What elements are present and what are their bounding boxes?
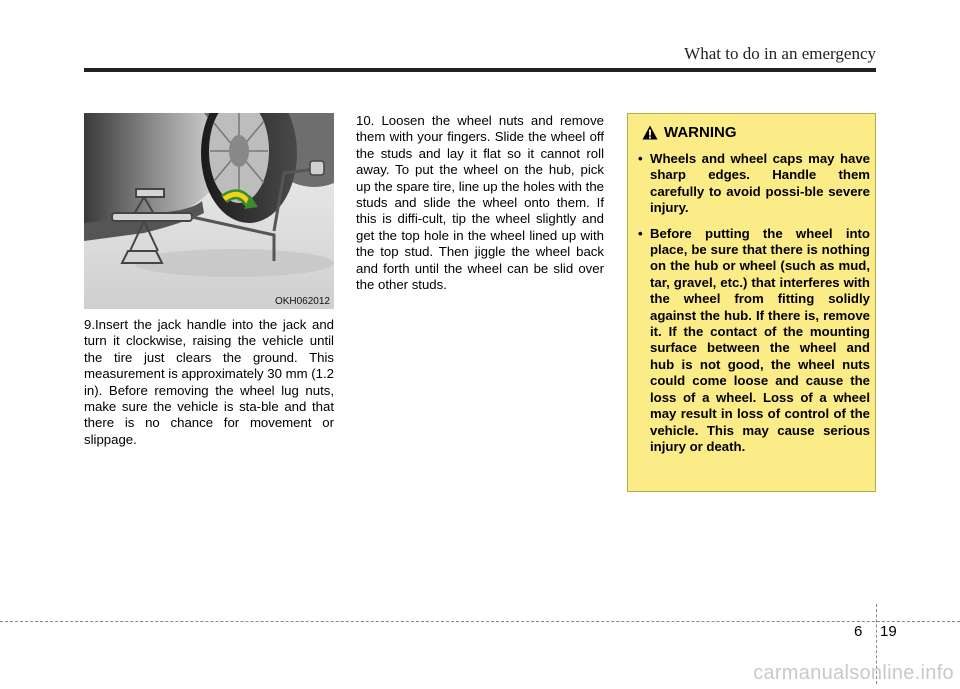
warning-item-text: Wheels and wheel caps may have sharp edges. Handle them carefully to avoid possi-ble severe injury. bbox=[650, 151, 870, 216]
header-rule bbox=[84, 68, 876, 72]
jack-illustration bbox=[84, 113, 334, 309]
figure-code: OKH062012 bbox=[274, 296, 330, 307]
warning-triangle-icon bbox=[642, 125, 658, 140]
watermark: carmanualsonline.info bbox=[753, 662, 954, 684]
step-10-text: 10. Loosen the wheel nuts and remove them with your fingers. Slide the wheel off the studs and lay it flat so it cannot roll away. To put the wheel on the hub, pick up the spare tire, line up the holes with the studs and slide the wheel onto them. If this is diffi-cult, tip the wheel slightly and get the top hole in the wheel lined up with the top stud. Then jiggle the wheel back and forth until the wheel can be slid over the other studs. bbox=[356, 113, 604, 293]
warning-item bbox=[638, 151, 870, 217]
chapter-number: 6 bbox=[854, 623, 863, 640]
warning-box bbox=[627, 113, 876, 492]
footer-rule bbox=[0, 621, 960, 622]
warning-list bbox=[638, 151, 870, 464]
warning-item bbox=[638, 226, 870, 456]
warning-title: WARNING bbox=[664, 124, 737, 141]
page-number: 19 bbox=[880, 623, 897, 640]
warning-item-text: Before putting the wheel into place, be sure that there is nothing on the hub or wheel (such as mud, tar, gravel, etc.) that interferes with the wheel from fitting solidly against the hub. If there is, remove it. If the contact of the mounting surface between the wheel and hub is not good, the wheel nuts could come loose and cause the loss of a wheel. Loss of a wheel may result in loss of control of the vehicle. This may cause serious injury or death. bbox=[650, 225, 870, 454]
jack-handle-drawing bbox=[84, 113, 334, 309]
bullet: • bbox=[638, 151, 643, 166]
warning-heading bbox=[642, 124, 737, 141]
running-header: What to do in an emergency bbox=[684, 44, 876, 63]
bullet: • bbox=[638, 225, 643, 241]
step-9-text: 9.Insert the jack handle into the jack and turn it clockwise, raising the vehicle until the tire just clears the ground. This measurement is approximately 30 mm (1.2 in). Before removing the wheel lug nuts, make sure the vehicle is sta-ble and that there is no chance for movement or slippage. bbox=[84, 317, 334, 447]
